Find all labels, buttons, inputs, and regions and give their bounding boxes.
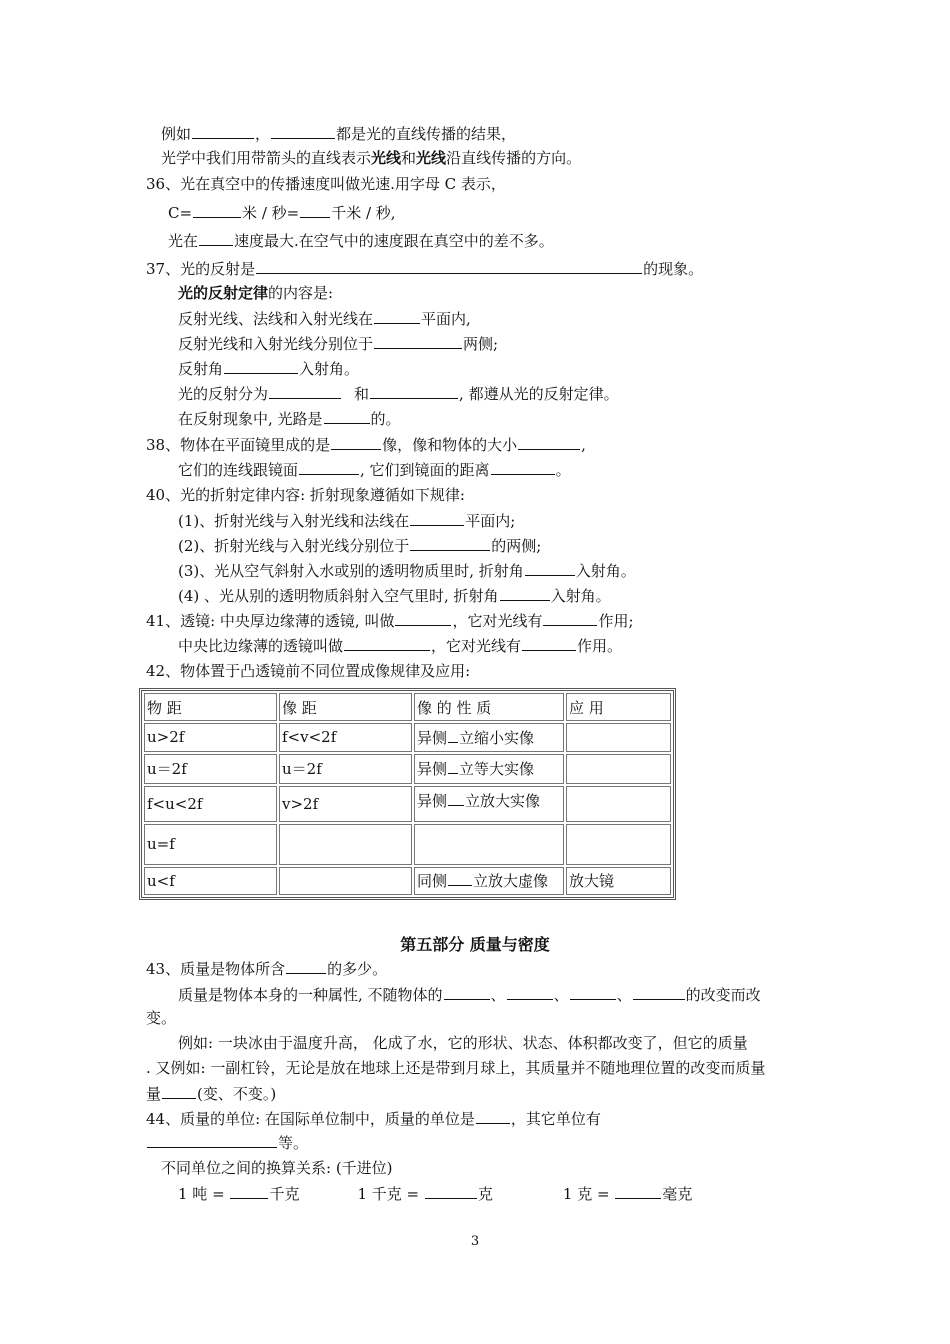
line-unit-conversion: 不同单位之间的换算关系: (千进位) bbox=[161, 1159, 393, 1177]
line-mirror-connection: 它们的连线跟镜面 , 它们到镜面的距离 。 bbox=[178, 461, 571, 479]
application-cell bbox=[566, 824, 671, 864]
line-other-units: 等。 bbox=[146, 1132, 308, 1153]
line-conversion-values: 1 吨 = 千克 1 千克 = 克 1 克 = 毫克 bbox=[178, 1185, 693, 1203]
image-nature-cell bbox=[414, 824, 564, 864]
line-ray-definition: 光学中我们用带箭头的直线表示光线和光线沿直线传播的方向。 bbox=[161, 149, 582, 167]
image-nature-cell: 异侧 立放大实像 bbox=[414, 786, 564, 822]
object-distance-cell: u＝2f bbox=[144, 754, 277, 784]
line-refraction-3: (3)、光从空气斜射入水或别的透明物质里时, 折射角 入射角。 bbox=[178, 562, 636, 580]
image-distance-cell: f<v<2f bbox=[279, 723, 412, 751]
line-mass-property-cont: 变。 bbox=[146, 1009, 177, 1027]
line-reflection-types: 光的反射分为 和 , 都遵从光的反射定律。 bbox=[178, 385, 619, 403]
image-nature-cell: 异侧 立缩小实像 bbox=[414, 723, 564, 751]
page-number: 3 bbox=[470, 1234, 480, 1249]
item-40: 40、光的折射定律内容: 折射现象遵循如下规律: bbox=[146, 486, 465, 504]
line-refraction-2: (2)、折射光线与入射光线分别位于 的两侧; bbox=[178, 537, 542, 555]
table-row bbox=[144, 867, 671, 895]
image-distance-cell: v>2f bbox=[279, 786, 412, 822]
image-nature-cell: 同侧 立放大虚像 bbox=[414, 867, 564, 895]
table-header-row bbox=[144, 693, 671, 721]
item-42: 42、物体置于凸透镜前不同位置成像规律及应用: bbox=[146, 662, 471, 680]
item-37: 37、光的反射是 的现象。 bbox=[146, 260, 704, 278]
line-reflection-angle: 反射角 入射角。 bbox=[178, 360, 360, 378]
line-fastest-medium: 光在 速度最大.在空气中的速度跟在真空中的差不多。 bbox=[168, 232, 554, 250]
header-image-distance: 像 距 bbox=[279, 693, 412, 721]
line-refraction-1: (1)、折射光线与入射光线和法线在 平面内; bbox=[178, 512, 516, 530]
line-reflection-sides: 反射光线和入射光线分别位于 两侧; bbox=[178, 335, 499, 353]
item-43: 43、质量是物体所含 的多少。 bbox=[146, 960, 388, 978]
line-mass-property: 质量是物体本身的一种属性, 不随物体的 、 、 、 的改变而改 bbox=[178, 986, 761, 1004]
item-38: 38、物体在平面镜里成的是 像，像和物体的大小 , bbox=[146, 436, 586, 454]
line-example-straight: 例如 ， 都是光的直线传播的结果， bbox=[161, 125, 517, 143]
line-reflection-law: 光的反射定律的内容是: bbox=[178, 284, 334, 302]
item-41: 41、透镜: 中央厚边缘薄的透镜, 叫做 ，它对光线有 作用; bbox=[146, 612, 634, 630]
item-36: 36、光在真空中的传播速度叫做光速.用字母 C 表示， bbox=[146, 175, 506, 193]
table-row bbox=[144, 786, 671, 822]
header-application: 应 用 bbox=[566, 693, 671, 721]
line-c-value: C= 米 / 秒= 千米 / 秒, bbox=[168, 204, 396, 222]
object-distance-cell: u<f bbox=[144, 867, 277, 895]
application-cell bbox=[566, 786, 671, 822]
item-44: 44、质量的单位: 在国际单位制中，质量的单位是 ，其它单位有 bbox=[146, 1110, 601, 1128]
line-refraction-4: (4) 、光从别的透明物质斜射入空气里时, 折射角 入射角。 bbox=[178, 587, 611, 605]
image-distance-cell bbox=[279, 867, 412, 895]
header-image-nature: 像 的 性 质 bbox=[414, 693, 564, 721]
line-reflection-plane: 反射光线、法线和入射光线在 平面内, bbox=[178, 310, 471, 328]
table-row bbox=[144, 754, 671, 784]
image-distance-cell bbox=[279, 824, 412, 864]
line-example-ice: 例如: 一块冰由于温度升高， 化成了水，它的形状、状态、体积都改变了，但它的质量 bbox=[178, 1034, 748, 1052]
object-distance-cell: f<u<2f bbox=[144, 786, 277, 822]
image-distance-cell: u＝2f bbox=[279, 754, 412, 784]
lens-imaging-table bbox=[139, 688, 676, 900]
image-nature-cell: 异侧 立等大实像 bbox=[414, 754, 564, 784]
line-example-barbell: . 又例如: 一副杠铃，无论是放在地球上还是带到月球上，其质量并不随地理位置的改变而质量 bbox=[146, 1059, 766, 1077]
section-title: 第五部分 质量与密度 bbox=[400, 935, 550, 954]
application-cell bbox=[566, 754, 671, 784]
object-distance-cell: u=f bbox=[144, 824, 277, 864]
header-object-distance: 物 距 bbox=[144, 693, 277, 721]
table-row bbox=[144, 824, 671, 864]
table-row bbox=[144, 723, 671, 751]
line-light-path: 在反射现象中, 光路是 的。 bbox=[178, 410, 401, 428]
object-distance-cell: u>2f bbox=[144, 723, 277, 751]
line-concave-lens: 中央比边缘薄的透镜叫做 ，它对光线有 作用。 bbox=[178, 637, 623, 655]
application-cell bbox=[566, 723, 671, 751]
application-cell: 放大镜 bbox=[566, 867, 671, 895]
line-mass-unchanged: 量 (变、不变。) bbox=[146, 1085, 277, 1103]
